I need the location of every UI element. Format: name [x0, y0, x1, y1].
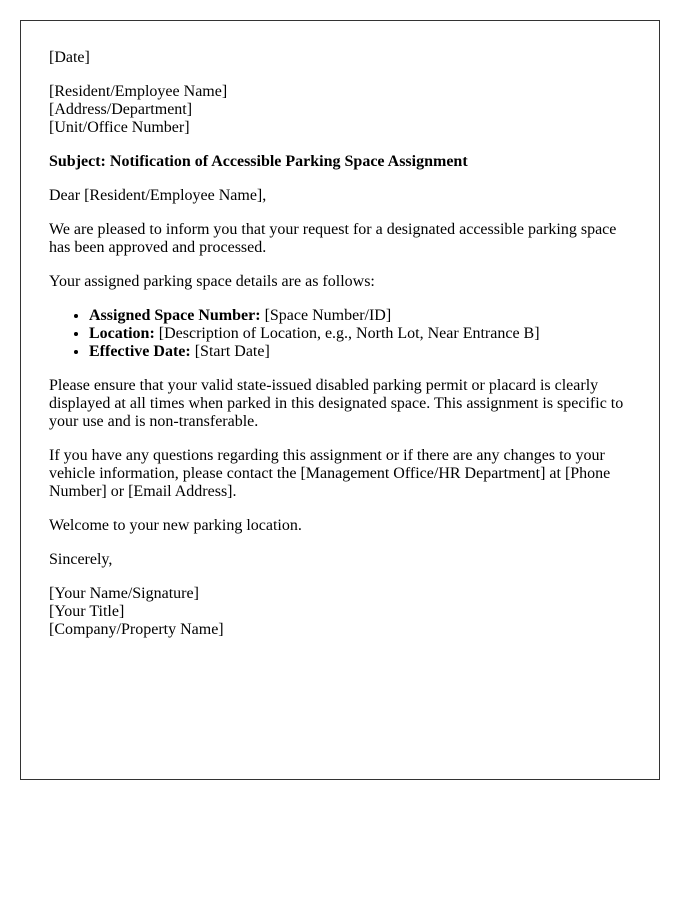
signature-title: [Your Title]	[49, 603, 125, 620]
details-intro: Your assigned parking space details are as follows:	[49, 273, 375, 290]
detail-item-location	[89, 325, 631, 343]
welcome-line: Welcome to your new parking location.	[49, 517, 302, 534]
detail-label: Location:	[89, 325, 155, 342]
details-list	[49, 307, 631, 361]
closing: Sincerely,	[49, 551, 113, 568]
recipient-name: [Resident/Employee Name]	[49, 83, 228, 100]
detail-item-space-number	[89, 307, 631, 325]
detail-item-effective-date	[89, 343, 631, 361]
contact-paragraph: If you have any questions regarding this assignment or if there are any changes to your vehicle information, please contact the [Management Office/HR Department] at [Phone Number] or [Email Address].	[49, 447, 611, 500]
detail-value: [Space Number/ID]	[260, 307, 392, 324]
detail-label: Effective Date:	[89, 343, 191, 360]
detail-value: [Description of Location, e.g., North Lot, Near Entrance B]	[154, 325, 540, 342]
recipient-block	[49, 83, 631, 137]
permit-paragraph: Please ensure that your valid state-issued disabled parking permit or placard is clearly displayed at all times when parked in this designated space. This assignment is specific to your use and is non-transferable.	[49, 377, 624, 430]
letter-page	[20, 20, 660, 780]
signature-company: [Company/Property Name]	[49, 621, 224, 638]
salutation: Dear [Resident/Employee Name],	[49, 187, 267, 204]
letter-date: [Date]	[49, 49, 90, 66]
signature-block	[49, 585, 631, 639]
recipient-address: [Address/Department]	[49, 101, 193, 118]
letter-subject: Subject: Notification of Accessible Parking Space Assignment	[49, 153, 468, 170]
recipient-unit: [Unit/Office Number]	[49, 119, 190, 136]
intro-paragraph: We are pleased to inform you that your request for a designated accessible parking space has been approved and processed.	[49, 221, 617, 256]
signature-name: [Your Name/Signature]	[49, 585, 199, 602]
detail-value: [Start Date]	[190, 343, 270, 360]
detail-label: Assigned Space Number:	[89, 307, 261, 324]
